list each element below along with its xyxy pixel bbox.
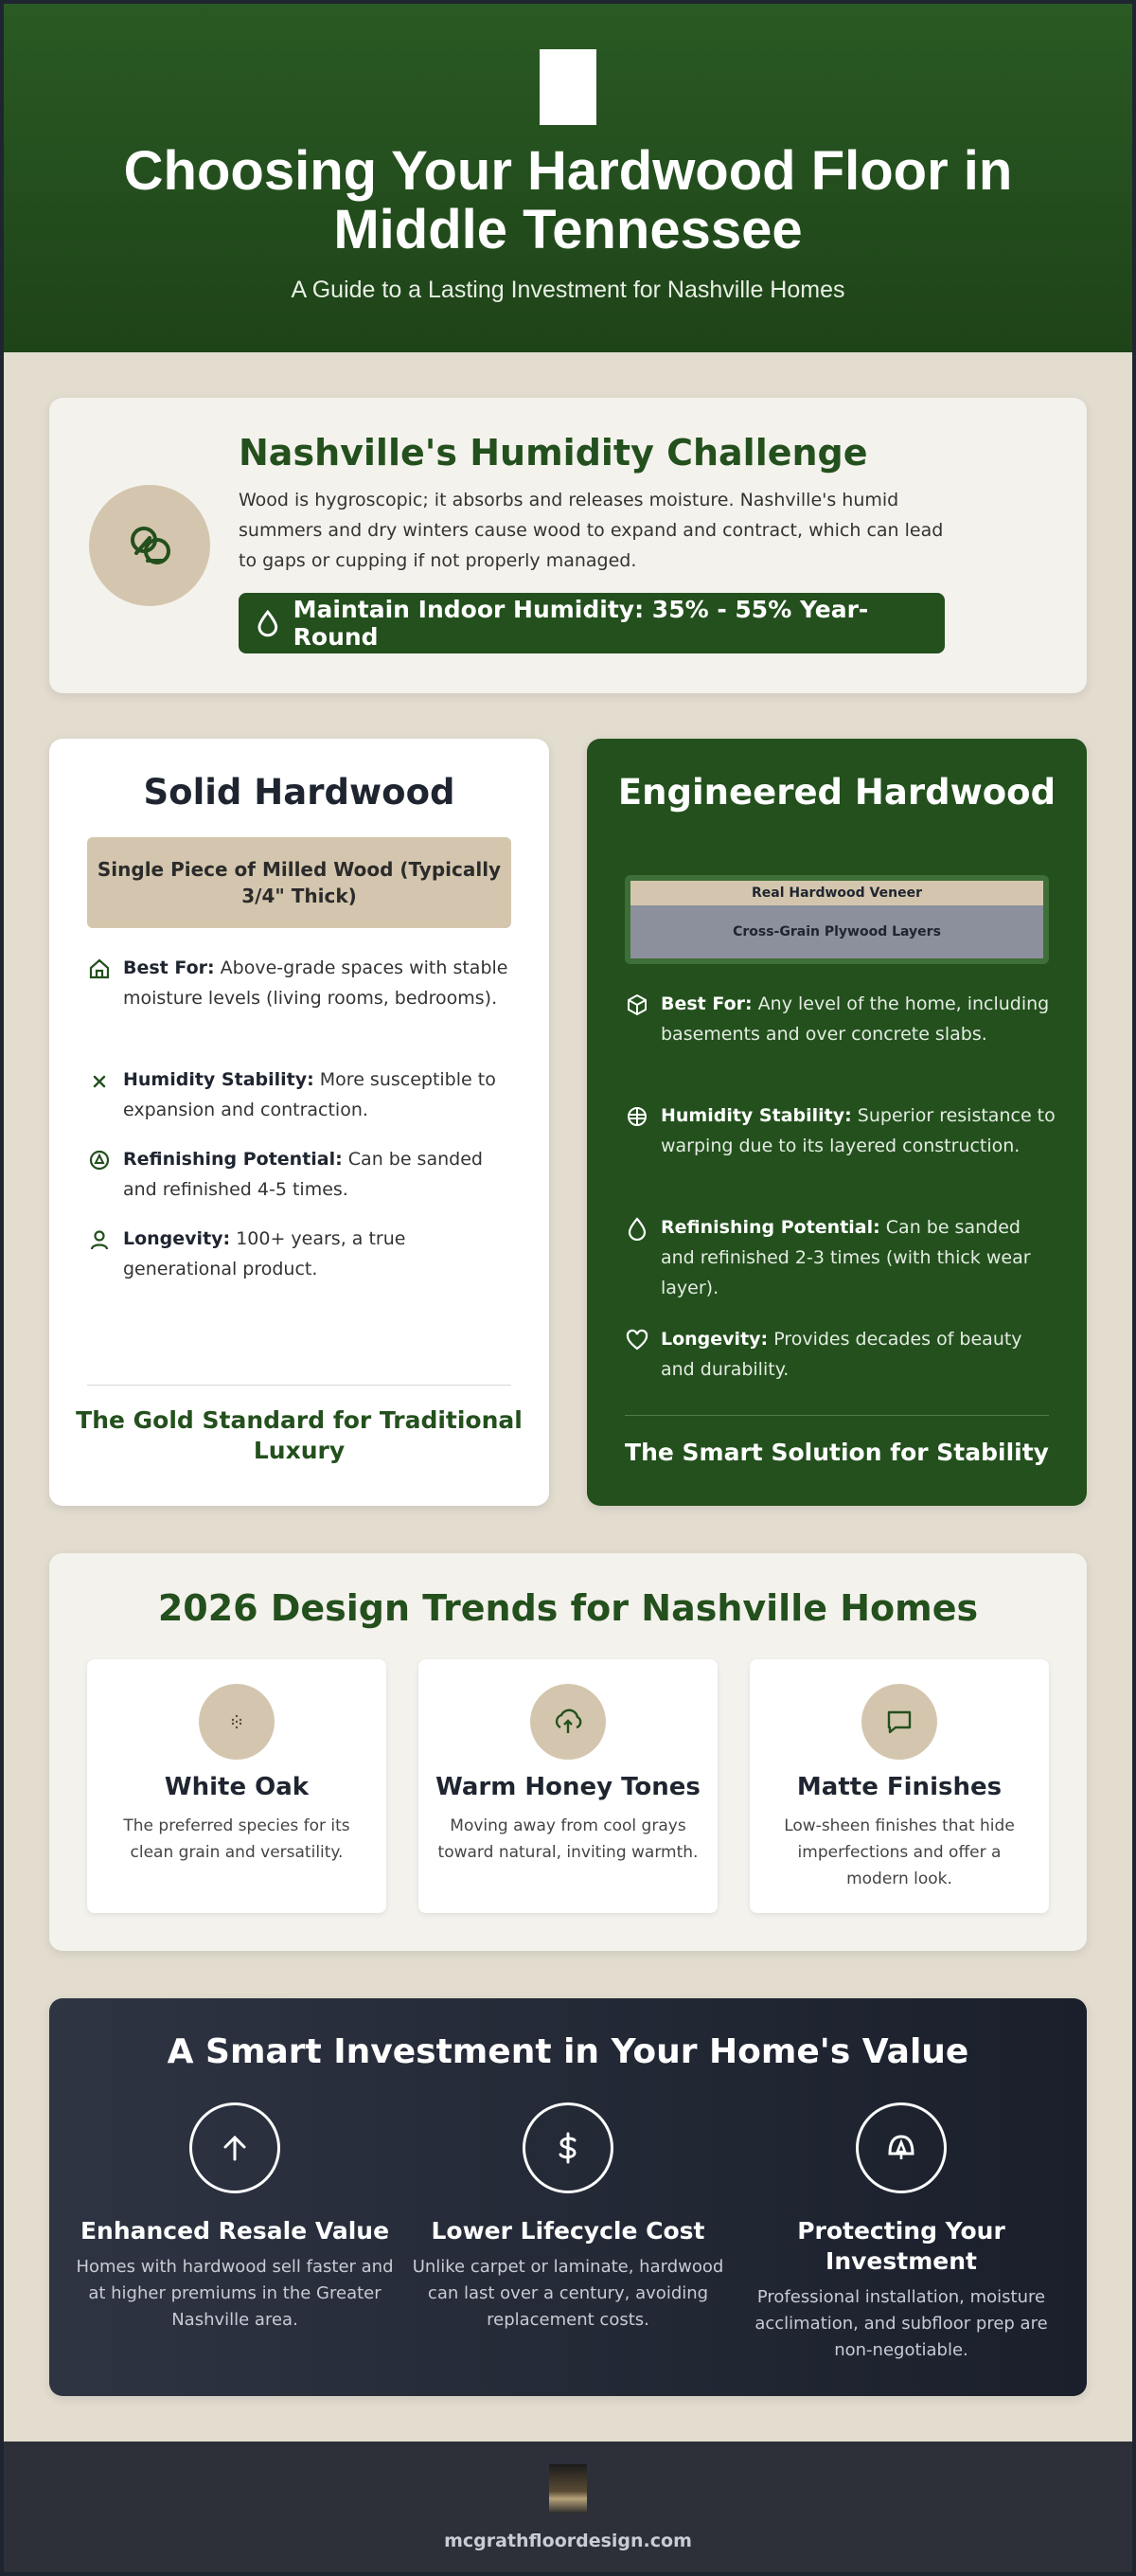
engineered-tagline: The Smart Solution for Stability bbox=[625, 1439, 1049, 1466]
investment-item-text: Homes with hardwood sell faster and at higher premiums in the Greater Nashville area. bbox=[76, 2257, 394, 2330]
humidity-banner bbox=[239, 593, 945, 653]
investment-title: A Smart Investment in Your Home's Value bbox=[167, 2032, 969, 2071]
solid-piece-diagram: Single Piece of Milled Wood (Typically 3/4" Thick) bbox=[87, 837, 511, 928]
trend-text: Low-sheen finishes that hide imperfections and offer a modern look. bbox=[784, 1816, 1015, 1888]
feature-label: Best For: bbox=[123, 957, 215, 978]
home-icon bbox=[87, 957, 112, 981]
feature-text: Superior resistance to warping due to its layered construction. bbox=[661, 1105, 1056, 1156]
investment-card bbox=[49, 1998, 1087, 2396]
feature-text: Can be sanded and refinished 2-3 times (with thick wear layer). bbox=[661, 1217, 1031, 1298]
investment-item-title: Protecting Your Investment bbox=[797, 2217, 1005, 2275]
grain-icon bbox=[225, 1710, 248, 1733]
engineered-feature-humidity bbox=[625, 1100, 1060, 1161]
trend-text: Moving away from cool grays toward natural, inviting warmth. bbox=[437, 1816, 699, 1862]
veneer-layer: Real Hardwood Veneer bbox=[630, 881, 1043, 905]
engineered-title: Engineered Hardwood bbox=[617, 772, 1056, 813]
dollar-icon bbox=[549, 2129, 587, 2167]
droplet-icon bbox=[256, 609, 280, 637]
solid-feature-longevity bbox=[87, 1224, 523, 1284]
design-trends-card bbox=[49, 1553, 1087, 1951]
droplet-icon bbox=[625, 1216, 649, 1241]
footer-website-link[interactable]: mcgrathfloordesign.com bbox=[444, 2531, 692, 2551]
heart-icon bbox=[625, 1328, 649, 1352]
solid-feature-humidity bbox=[87, 1064, 523, 1125]
solid-tagline: The Gold Standard for Traditional Luxury bbox=[76, 1406, 523, 1464]
humidity-title: Nashville's Humidity Challenge bbox=[239, 432, 868, 474]
engineered-feature-refinishing bbox=[625, 1212, 1060, 1303]
feature-text: Any level of the home, including basements and over concrete slabs. bbox=[661, 993, 1050, 1045]
feature-label: Refinishing Potential: bbox=[123, 1149, 343, 1170]
feature-label: Longevity: bbox=[123, 1228, 231, 1249]
engineered-feature-best-for bbox=[625, 989, 1060, 1049]
person-icon bbox=[87, 1227, 112, 1252]
shield-icon bbox=[882, 2129, 920, 2167]
feature-label: Best For: bbox=[661, 993, 753, 1014]
feature-text: 100+ years, a true generational product. bbox=[123, 1228, 406, 1279]
feature-text: Can be sanded and refinished 4-5 times. bbox=[123, 1149, 483, 1200]
page-subtitle: A Guide to a Lasting Investment for Nashville Homes bbox=[291, 277, 845, 303]
humidity-banner-text: Maintain Indoor Humidity: 35% - 55% Year-Round bbox=[293, 596, 869, 651]
footer bbox=[0, 2442, 1136, 2576]
stability-icon bbox=[625, 1104, 649, 1129]
investment-protecting bbox=[737, 2102, 1066, 2364]
humidity-card bbox=[49, 398, 1087, 693]
solid-feature-refinishing bbox=[87, 1144, 523, 1205]
feature-label: Humidity Stability: bbox=[123, 1069, 314, 1090]
feature-label: Longevity: bbox=[661, 1329, 769, 1350]
feature-label: Refinishing Potential: bbox=[661, 1217, 880, 1238]
engineered-hardwood-card bbox=[587, 739, 1087, 1506]
humidity-drops-icon bbox=[119, 515, 180, 576]
trend-title: Warm Honey Tones bbox=[435, 1773, 701, 1801]
header bbox=[0, 0, 1136, 352]
engineered-layers-diagram bbox=[625, 875, 1049, 964]
investment-resale bbox=[70, 2102, 399, 2334]
cloud-upload-icon bbox=[551, 1705, 585, 1739]
solid-title: Solid Hardwood bbox=[143, 772, 455, 813]
trend-matte-finishes bbox=[750, 1659, 1049, 1913]
engineered-feature-longevity bbox=[625, 1324, 1060, 1385]
solid-hardwood-card bbox=[49, 739, 549, 1506]
humidity-body: Wood is hygroscopic; it absorbs and releases moisture. Nashville's humid summers and dry winters cause wood to expand and contract, which can lead to gaps or cupping if not properly managed. bbox=[239, 490, 944, 571]
investment-item-text: Unlike carpet or laminate, hardwood can last over a century, avoiding replacement costs. bbox=[412, 2257, 724, 2330]
divider bbox=[87, 1385, 511, 1386]
humidity-icon-circle bbox=[89, 485, 210, 606]
divider bbox=[625, 1415, 1049, 1416]
investment-item-text: Professional installation, moisture acclimation, and subfloor prep are non-negotiable. bbox=[754, 2287, 1048, 2360]
solid-feature-best-for bbox=[87, 953, 523, 1013]
logo-placeholder bbox=[540, 49, 596, 125]
feature-text: Provides decades of beauty and durability. bbox=[661, 1329, 1022, 1380]
trend-title: Matte Finishes bbox=[796, 1773, 1003, 1801]
trend-text: The preferred species for its clean grain and versatility. bbox=[123, 1816, 350, 1862]
feature-text: Above-grade spaces with stable moisture levels (living rooms, bedrooms). bbox=[123, 957, 508, 1009]
trends-title: 2026 Design Trends for Nashville Homes bbox=[157, 1587, 979, 1629]
plywood-layer: Cross-Grain Plywood Layers bbox=[630, 905, 1043, 958]
page-title: Choosing Your Hardwood Floor in Middle Tennessee bbox=[123, 140, 1013, 260]
investment-item-title: Enhanced Resale Value bbox=[80, 2217, 390, 2245]
x-icon bbox=[87, 1068, 112, 1093]
trend-warm-honey bbox=[418, 1659, 718, 1913]
arrow-up-icon bbox=[216, 2129, 254, 2167]
feature-label: Humidity Stability: bbox=[661, 1105, 852, 1126]
investment-lifecycle bbox=[403, 2102, 733, 2334]
floor-photo-thumbnail bbox=[549, 2464, 587, 2513]
trend-title: White Oak bbox=[164, 1773, 310, 1801]
trend-white-oak bbox=[87, 1659, 386, 1913]
cube-icon bbox=[625, 993, 649, 1017]
investment-item-title: Lower Lifecycle Cost bbox=[431, 2217, 705, 2245]
refinish-icon bbox=[87, 1148, 112, 1172]
chat-icon bbox=[882, 1705, 916, 1739]
feature-text: More susceptible to expansion and contraction. bbox=[123, 1069, 496, 1120]
